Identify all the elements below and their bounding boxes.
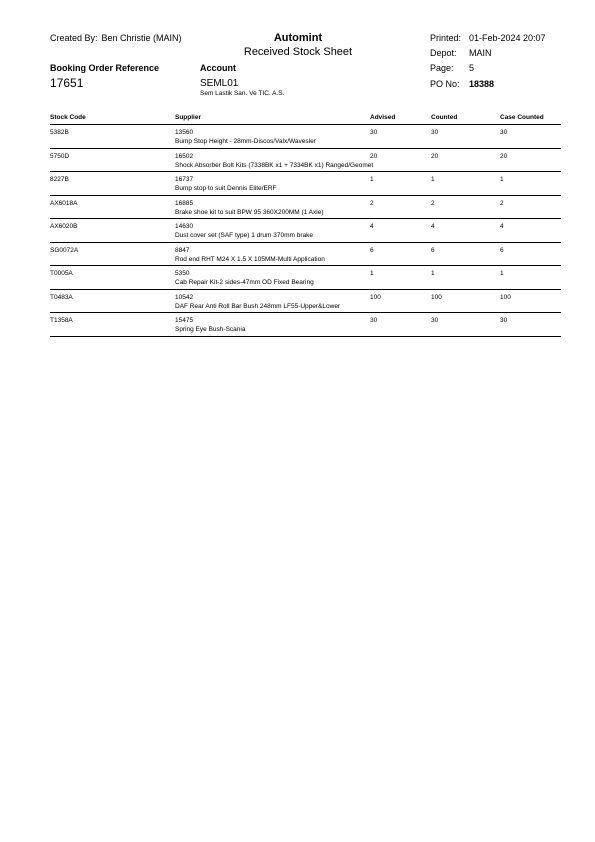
case-counted-cell: 100 — [500, 293, 511, 301]
stock-table — [50, 113, 561, 337]
supplier-cell: 16737 — [175, 176, 194, 183]
description-cell: Spring Eye Bush-Scania — [175, 326, 246, 333]
table-row — [50, 243, 561, 267]
table-row — [50, 266, 561, 290]
counted-cell: 1 — [431, 270, 435, 277]
table-row — [50, 219, 561, 243]
case-counted-cell: 4 — [500, 223, 504, 230]
po-value: 18388 — [469, 79, 495, 89]
description-cell: Shock Absorber Bolt Kits (7338BK x1 + 7334BK x1) Ranged/Geomet — [175, 161, 374, 169]
description-cell: Rod end RHT M24 X 1.5 X 105MM-Multi Application — [175, 255, 325, 263]
page-value: 5 — [469, 63, 475, 73]
account-code: SEML01 — [200, 78, 239, 89]
column-header-supplier: Supplier — [175, 114, 202, 121]
advised-cell: 1 — [370, 176, 374, 183]
supplier-cell: 16885 — [175, 199, 194, 207]
case-counted-cell: 6 — [500, 246, 504, 254]
case-counted-cell: 2 — [500, 199, 504, 207]
depot-field — [430, 48, 492, 58]
advised-cell: 30 — [370, 317, 378, 324]
counted-cell: 30 — [431, 129, 439, 136]
table-row — [50, 313, 561, 337]
printed-value: 01-Feb-2024 20:07 — [469, 33, 546, 43]
stock-code-cell: 5750D — [50, 152, 70, 160]
company-name: Automint — [273, 32, 323, 44]
table-header — [50, 113, 561, 125]
description-cell: Dust cover set (SAF type) 1 drum 370mm brake — [175, 232, 313, 239]
advised-cell: 100 — [370, 293, 381, 301]
supplier-cell: 15475 — [175, 317, 194, 324]
po-label: PO No: — [430, 79, 460, 89]
table-row — [50, 290, 561, 314]
printed-label: Printed: — [430, 33, 462, 43]
supplier-cell: 14630 — [175, 223, 194, 230]
column-header-case-counted: Case Counted — [500, 114, 544, 121]
printed-field — [430, 33, 546, 43]
supplier-cell: 5350 — [175, 270, 190, 277]
table-row — [50, 125, 561, 149]
advised-cell: 30 — [370, 129, 378, 136]
column-header-stock-code: Stock Code — [50, 114, 86, 121]
column-header-counted: Counted — [431, 114, 458, 121]
stock-code-cell: AX6018A — [50, 199, 78, 207]
counted-cell: 2 — [431, 199, 435, 207]
counted-cell: 6 — [431, 246, 435, 254]
account-name: Sem Lastik San. Ve TIC. A.S. — [200, 90, 285, 97]
case-counted-cell: 1 — [500, 176, 504, 183]
description-cell: Cab Repair Kit-2 sides-47mm OD Fixed Bearing — [175, 279, 314, 286]
depot-value: MAIN — [469, 48, 492, 58]
supplier-cell: 13560 — [175, 129, 194, 136]
booking-reference-label: Booking Order Reference — [50, 63, 160, 73]
supplier-cell: 10542 — [175, 293, 194, 301]
counted-cell: 100 — [431, 293, 442, 301]
page-field — [430, 63, 474, 73]
advised-cell: 1 — [370, 270, 374, 277]
case-counted-cell: 30 — [500, 129, 508, 136]
description-cell: Bump stop to suit Dennis Elite/ERF — [175, 185, 277, 192]
depot-label: Depot: — [430, 48, 457, 58]
counted-cell: 4 — [431, 223, 435, 230]
column-header-advised: Advised — [370, 114, 396, 121]
table-row — [50, 149, 561, 173]
stock-code-cell: T0005A — [50, 270, 73, 277]
counted-cell: 30 — [431, 317, 439, 324]
created-by-value: Ben Christie (MAIN) — [101, 33, 182, 43]
booking-reference-value: 17651 — [50, 76, 84, 90]
created-by — [50, 33, 182, 43]
table-row — [50, 196, 561, 220]
po-field — [430, 79, 494, 89]
advised-cell: 4 — [370, 223, 374, 230]
description-cell: DAF Rear Anti Roll Bar Bush 248mm LF55-Upper&Lower — [175, 302, 341, 310]
document-title: Received Stock Sheet — [243, 46, 353, 58]
advised-cell: 2 — [370, 199, 374, 207]
page-label: Page: — [430, 63, 454, 73]
stock-code-cell: 8227B — [50, 176, 69, 183]
case-counted-cell: 20 — [500, 152, 508, 160]
description-cell: Brake shoe kit to suit BPW 95 360X200MM (1 Axle) — [175, 208, 324, 216]
case-counted-cell: 1 — [500, 270, 504, 277]
advised-cell: 20 — [370, 152, 378, 160]
advised-cell: 6 — [370, 246, 374, 254]
case-counted-cell: 30 — [500, 317, 508, 324]
stock-code-cell: SG0072A — [50, 246, 79, 254]
description-cell: Bump Stop Height - 28mm-Discos/Valx/Wavesler — [175, 138, 316, 145]
table-row — [50, 172, 561, 196]
stock-code-cell: T1358A — [50, 317, 73, 324]
counted-cell: 20 — [431, 152, 439, 160]
supplier-cell: 8847 — [175, 246, 190, 254]
stock-code-cell: 5382B — [50, 129, 69, 136]
stock-code-cell: AX6020B — [50, 223, 78, 230]
stock-code-cell: T0483A — [50, 293, 73, 301]
counted-cell: 1 — [431, 176, 435, 183]
created-by-label: Created By: — [50, 33, 98, 43]
account-label: Account — [200, 63, 236, 73]
supplier-cell: 16502 — [175, 152, 194, 160]
